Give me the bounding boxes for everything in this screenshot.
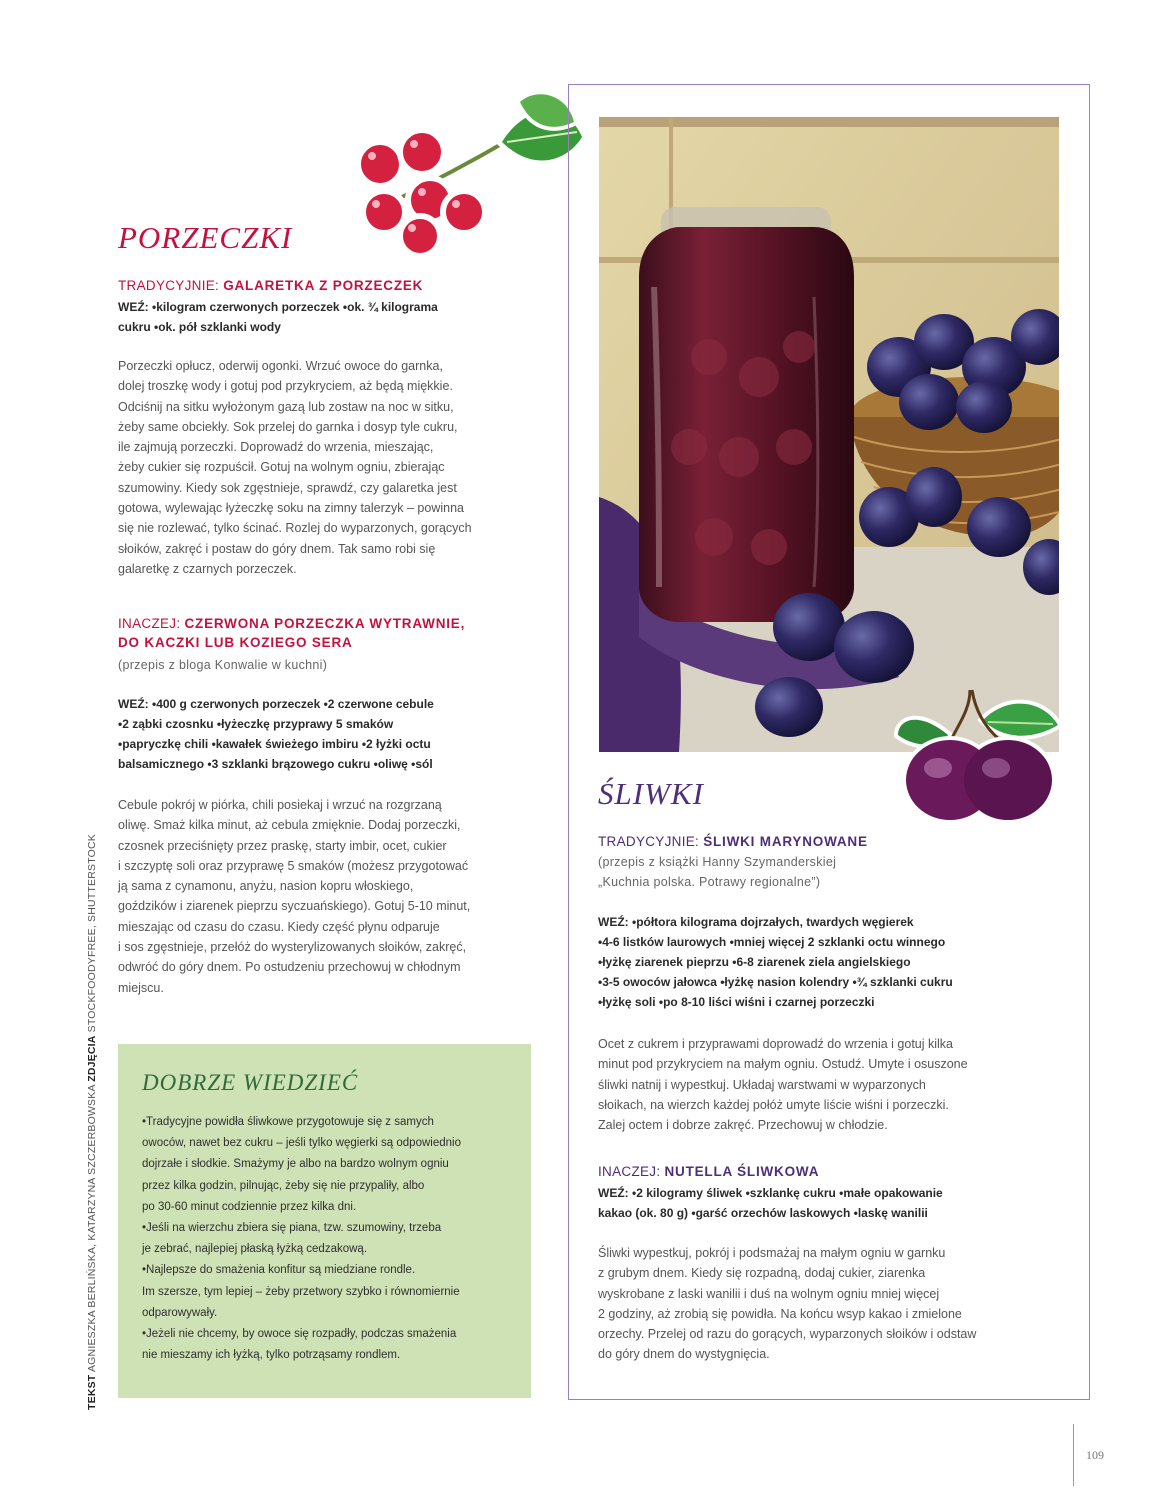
body-line: orzechy. Przelej od razu do gorących, wyparzonych słoików i odstaw [598, 1327, 977, 1342]
credit-text: STOCKFOODYFREE, SHUTTERSTOCK [86, 834, 98, 1033]
plum-illustration [888, 680, 1068, 830]
ingredients-line: •3-5 owoców jałowca •łyżkę nasion kolendry •¾ szklanki cukru [598, 975, 953, 989]
body-line: Śliwki wypestkuj, pokrój i podsmażaj na małym ogniu w garnku [598, 1246, 946, 1260]
body-line: śliwki natnij i wypestkuj. Układaj warstwami w wyparzonych [598, 1077, 926, 1092]
tips-line: •Jeśli na wierzchu zbiera się piana, tzw. szumowiny, trzeba [142, 1222, 442, 1235]
tips-title: DOBRZE WIEDZIEĆ [142, 1070, 359, 1095]
ingredients-line: •2 ząbki czosnku •łyżeczkę przyprawy 5 smaków [118, 717, 394, 731]
tips-line: •Jeżeli nie chcemy, by owoce się rozpadły, podczas smażenia [142, 1328, 457, 1341]
recipe-source [598, 852, 836, 892]
recipe-body [118, 795, 470, 998]
ingredients-line: kakao (ok. 80 g) •garść orzechów laskowych •laskę wanilii [598, 1206, 928, 1220]
plum-jar-photo [599, 117, 1059, 752]
recipe-body [118, 356, 472, 579]
tips-line: Im szersze, tym lepiej – żeby przetwory szybko i równomiernie [142, 1285, 460, 1298]
body-line: ile zajmują porzeczki. Doprowadź do wrzenia, mieszając, [118, 440, 434, 455]
recipe-kind: INACZEJ: [118, 616, 181, 631]
recipe-name: CZERWONA PORZECZKA WYTRAWNIE, [184, 616, 466, 631]
body-line: wyskrobane z laski wanilii i duś na wolnym ogniu mniej więcej [598, 1286, 940, 1301]
body-line: 2 godziny, aż zrobią się powidła. Na końcu wsyp kakao i zmielone [598, 1306, 962, 1321]
source-line: „Kuchnia polska. Potrawy regionalne”) [598, 875, 821, 889]
body-line: galaretkę z czarnych porzeczek. [118, 561, 297, 576]
credit-label: TEKST [86, 1374, 98, 1410]
body-line: minut pod przykryciem na małym ogniu. Ostudź. Umyte i osuszone [598, 1057, 968, 1072]
tips-line: nie mieszamy ich łyżką, tylko potrząsamy rondlem. [142, 1349, 401, 1362]
tips-line: owoców, nawet bez cukru – jeśli tylko węgierki są odpowiednio [142, 1137, 461, 1150]
body-line: mieszając od czasu do czasu. Kiedy część płynu odparuje [118, 919, 440, 934]
body-line: czosnek przeciśnięty przez praskę, starty imbir, ocet, cukier [118, 838, 447, 853]
recipe-source: (przepis z bloga Konwalie w kuchni) [118, 658, 328, 672]
red-currant-illustration [352, 82, 592, 262]
ingredients-line: balsamicznego •3 szklanki brązowego cukru •oliwę •sól [118, 757, 433, 771]
recipe-kind: INACZEJ: [598, 1164, 661, 1179]
body-line: i szczyptę soli oraz przyprawę 5 smaków (możesz przygotować [118, 858, 469, 873]
recipe-name: GALARETKA Z PORZECZEK [223, 278, 424, 293]
tips-body [142, 1112, 512, 1366]
ingredients [598, 1183, 943, 1223]
tips-line: •Tradycyjne powidła śliwkowe przygotowuje się z samych [142, 1116, 434, 1128]
body-line: słoików, zakręć i postaw do góry dnem. Tak samo robi się [118, 541, 436, 556]
ingredients-line: •łyżkę soli •po 8-10 liści wiśni i czarnej porzeczki [598, 995, 875, 1009]
ingredients [118, 297, 438, 337]
ingredients-line: cukru •ok. pół szklanki wody [118, 320, 281, 334]
body-line: dolej troszkę wody i gotuj pod przykryciem, aż będą miękkie. [118, 379, 453, 394]
tips-line: dojrzałe i słodkie. Smażymy je albo na bardzo wolnym ogniu [142, 1158, 449, 1171]
source-line: (przepis z książki Hanny Szymanderskiej [598, 855, 837, 869]
body-line: oliwę. Smaż kilka minut, aż cebula zmięknie. Dodaj porzeczki, [118, 818, 461, 833]
body-line: ją sama z cynamonu, anyżu, nasion kopru włoskiego, [118, 879, 414, 894]
ingredients [118, 694, 434, 774]
recipe-heading [598, 832, 868, 851]
body-line: się nie rozlewać, tylko ścinać. Rozlej do wyparzonych, gorących [118, 521, 472, 536]
body-line: Cebule pokrój w piórka, chili posiekaj i wrzuć na rozgrzaną [118, 798, 442, 812]
section-title-sliwki: ŚLIWKI [598, 776, 704, 811]
ingredients-line: •4-6 listków laurowych •mniej więcej 2 szklanki octu winnego [598, 935, 946, 949]
body-line: goździków i ziarenek pieprzu syczuańskiego). Gotuj 5-10 minut, [118, 899, 471, 914]
recipe-name: DO KACZKI LUB KOZIEGO SERA [118, 635, 353, 650]
recipe-heading [118, 276, 423, 295]
body-line: Zalej octem i dobrze zakręć. Przechowuj w chłodzie. [598, 1118, 888, 1133]
recipe-kind: TRADYCYJNIE: [118, 278, 220, 293]
body-line: szumowiny. Kiedy sok zgęstnieje, sprawdź, czy galaretka jest [118, 480, 457, 495]
body-line: odwróć do góry dnem. Po ostudzeniu przechowuj w chłodnym [118, 960, 461, 975]
recipe-body [598, 1034, 968, 1135]
body-line: Porzeczki opłucz, oderwij ogonki. Wrzuć owoce do garnka, [118, 359, 443, 373]
body-line: słoikach, na wierzch każdej połóż umyte liście wiśni i porzeczki. [598, 1097, 949, 1112]
body-line: i sos zgęstnieje, przełóż do wysterylizowanych słoików, zakręć, [118, 940, 467, 955]
body-line: miejscu. [118, 980, 164, 995]
body-line: do góry dnem do wystygnięcia. [598, 1347, 770, 1362]
recipe-heading [598, 1162, 819, 1181]
body-line: Ocet z cukrem i przyprawami doprowadź do wrzenia i gotuj kilka [598, 1037, 953, 1051]
ingredients-line: WEŹ: •400 g czerwonych porzeczek •2 czerwone cebule [118, 697, 434, 711]
ingredients-line: WEŹ: •półtora kilograma dojrzałych, twardych węgierek [598, 915, 914, 929]
recipe-body [598, 1243, 976, 1365]
ingredients-line: •papryczkę chili •kawałek świeżego imbiru •2 łyżki octu [118, 737, 431, 751]
section-title-porzeczki: PORZECZKI [118, 220, 293, 255]
recipe-kind: TRADYCYJNIE: [598, 834, 700, 849]
credit-text: AGNIESZKA BERLIŃSKA, KATARZYNA SZCZERBOWSKA [86, 1084, 98, 1373]
body-line: Odciśnij na sitku wyłożonym gazą lub zostaw na noc w sitku, [118, 399, 454, 414]
ingredients-line: •łyżkę ziarenek pieprzu •6-8 ziarenek ziela angielskiego [598, 955, 911, 969]
tips-line: je zebrać, najlepiej płaską łyżką cedzakową. [142, 1243, 368, 1256]
body-line: żeby same obciekły. Sok przelej do garnka i dosyp tyle cukru, [118, 419, 458, 434]
tips-line: po 30-60 minut codziennie przez kilka dni. [142, 1200, 357, 1213]
body-line: żeby cukier się rozpuścił. Gotuj na wolnym ogniu, zbierając [118, 460, 445, 475]
tips-line: odparowywały. [142, 1306, 218, 1319]
ingredients-line: WEŹ: •2 kilogramy śliwek •szklankę cukru •małe opakowanie [598, 1186, 943, 1200]
ingredients [598, 912, 953, 1012]
ingredients-line: WEŹ: •kilogram czerwonych porzeczek •ok. ¾ kilograma [118, 300, 438, 314]
page-number: 109 [1086, 1448, 1104, 1462]
recipe-heading [118, 614, 465, 652]
body-line: gotowa, wylewając łyżeczkę soku na zimny talerzyk – powinna [118, 501, 464, 516]
body-line: z grubym dnem. Kiedy się rozpadną, dodaj cukier, ziarenka [598, 1266, 926, 1281]
tips-line: •Najlepsze do smażenia konfitur są miedziane rondle. [142, 1264, 416, 1277]
recipe-name: NUTELLA ŚLIWKOWA [664, 1164, 820, 1179]
page-number-rule [1073, 1424, 1074, 1486]
recipe-name: ŚLIWKI MARYNOWANE [703, 834, 868, 849]
tips-line: przez kilka godzin, pilnując, żeby się nie przypaliły, albo [142, 1179, 425, 1192]
credit-label: ZDJĘCIA [86, 1035, 98, 1082]
